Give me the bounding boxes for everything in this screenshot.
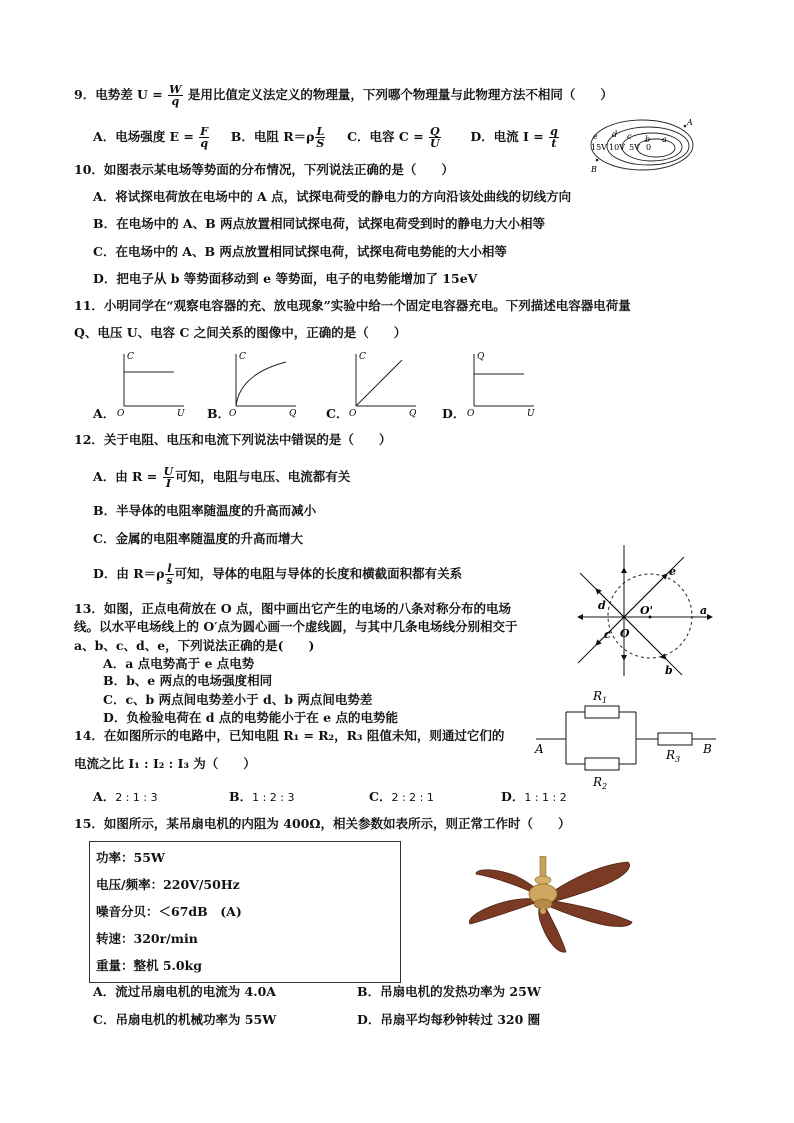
graphD-origin: O (467, 409, 475, 418)
q10-optA: A．将试探电荷放在电场中的 A 点，试探电荷受的静电力的方向沿该处曲线的切线方向 (93, 189, 572, 204)
q12-optB: B．半导体的电阻率随温度的升高而减小 (93, 503, 317, 518)
q9-optA-num: F (200, 125, 209, 138)
q15-stem: 15．如图所示，某吊扇电机的内阻为 400Ω，相关参数如表所示，则正常工作时（ ） (74, 816, 571, 831)
equi-volt-0: 0 (646, 143, 652, 152)
equi-label-a: a (662, 135, 667, 144)
graphC-ylabel: C (359, 352, 366, 362)
q13-optA: A．a 点电势高于 e 点电势 (103, 656, 255, 671)
graphA-ylabel: C (127, 352, 134, 362)
q9-optD-frac (549, 126, 559, 149)
q11-graphC-option: C． (326, 406, 349, 421)
q15-optD: D．吊扇平均每秒钟转过 320 圈 (357, 1012, 541, 1027)
q11-stem-line1: 11．小明同学在“观察电容器的充、放电现象”实验中给一个固定电容器充电。下列描述电容器电荷量 (74, 298, 631, 313)
q11-graphD-option: D． (442, 406, 466, 421)
spec-power: 功率：55W (96, 850, 165, 865)
q11-graphA-option: A． (93, 406, 116, 421)
equi-point-B: B (591, 165, 597, 174)
q12-optA-prefix: A．由 R = (93, 469, 158, 484)
spec-voltage-frequency: 电压/频率：220V/50Hz (96, 877, 240, 892)
q13-optC: C．c、b 两点间电势差小于 d、b 两点间电势差 (103, 692, 373, 707)
q9-stem-suffix: 是用比值定义法定义的物理量，下列哪个物理量与此物理方法不相同（ ） (187, 87, 613, 102)
q14-optA (93, 789, 158, 806)
q12-optA-frac (163, 466, 175, 489)
q14-stem-line2: 电流之比 I₁ : I₂ : I₃ 为（ ） (74, 756, 256, 771)
graphC-origin: O (349, 409, 357, 418)
field-label-a: a (700, 604, 708, 617)
field-label-O: O (620, 627, 630, 640)
circuit-figure (532, 686, 720, 790)
spec-noise: 噪音分贝：＜67dB (A) (96, 904, 242, 919)
q10-optD: D．把电子从 b 等势面移动到 e 等势面，电子的电势能增加了 15eV (93, 271, 478, 286)
q11-graph-d (464, 348, 544, 418)
graphB-xlabel: Q (289, 409, 297, 418)
equi-label-d: d (612, 130, 618, 139)
q14-optB-label: B． (229, 789, 253, 804)
graphB-ylabel: C (239, 352, 246, 362)
q11-stem-line2: Q、电压 U、电容 C 之间关系的图像中，正确的是（ ） (74, 325, 407, 340)
equi-label-c: c (627, 132, 632, 141)
q9-stem (74, 84, 613, 107)
q9-optC-num: Q (430, 125, 440, 138)
q14-optA-label: A． (93, 789, 116, 804)
q9-optD-num: q (550, 125, 558, 138)
q12-optA-den: I (165, 477, 171, 490)
q11-graph-b (226, 348, 306, 418)
equi-volt-15: 15V (591, 143, 607, 152)
q9-optC: C．电容 C = (347, 129, 424, 144)
q13-stem-line1: 13．如图，正点电荷放在 O 点，图中画出它产生的电场的八条对称分布的电场 (74, 601, 511, 616)
field-label-d: d (598, 599, 606, 612)
electric-field-figure (572, 542, 718, 680)
circuit-R1-label: $R_1$ (593, 689, 608, 705)
q9-frac-den: q (171, 95, 180, 108)
resistor-R1 (585, 706, 619, 718)
q12-stem: 12．关于电阻、电压和电流下列说法中错误的是（ ） (74, 432, 392, 447)
q12-optD-den: s (166, 574, 173, 587)
q14-optC (369, 789, 434, 806)
q14-optD (501, 789, 567, 806)
q15-optA: A．流过吊扇电机的电流为 4.0A (93, 984, 276, 999)
q11-graph-a (114, 348, 194, 418)
field-label-c: c (604, 628, 611, 641)
q14-optD-label: D． (501, 789, 525, 804)
q9-optC-frac (429, 126, 441, 149)
q13-optD: D．负检验电荷在 d 点的电势能小于在 e 点的电势能 (103, 710, 398, 725)
equi-label-e: e (593, 132, 598, 141)
q9-frac-num: W (169, 83, 182, 96)
q9-stem-prefix: 9．电势差 U = (74, 87, 163, 102)
q9-optA-frac (199, 126, 209, 149)
q9-optA: A．电场强度 E = (93, 129, 194, 144)
q9-optB-den: S (316, 137, 325, 150)
q14-stem-line1: 14．在如图所示的电路中，已知电阻 R₁ = R₂，R₃ 阻值未知，则通过它们的 (74, 728, 505, 743)
q14-optC-value: 2 : 2 : 1 (391, 791, 434, 804)
q9-optC-den: U (430, 137, 440, 150)
ceiling-fan-image (462, 856, 642, 954)
graphB-origin: O (229, 409, 237, 418)
equi-volt-5: 5V (629, 143, 640, 152)
graphC-xlabel: Q (409, 409, 417, 418)
q12-optD (93, 563, 462, 586)
circuit-R3-label: $R_3$ (666, 748, 681, 764)
resistor-R2 (585, 758, 619, 770)
q12-optC: C．金属的电阻率随温度的升高而增大 (93, 531, 303, 546)
q11-graph-c (346, 348, 426, 418)
graphA-origin: O (117, 409, 125, 418)
q9-optB: B．电阻 R＝ρ (230, 129, 315, 144)
fan-spec-table (89, 841, 401, 983)
graphA-xlabel: U (177, 409, 185, 418)
q10-optB: B．在电场中的 A、B 两点放置相同试探电荷，试探电荷受到时的静电力大小相等 (93, 216, 546, 231)
q9-optB-frac (315, 126, 325, 149)
equipotential-figure (588, 116, 696, 176)
resistor-R3 (658, 733, 692, 745)
q13-stem-line2: 线。以水平电场线上的 O′点为圆心画一个虚线圆，与其中几条电场线分别相交于 (74, 619, 518, 634)
equi-point-A: A (687, 118, 693, 127)
q9-options (93, 126, 560, 149)
q12-optD-suffix: 可知，导体的电阻与导体的长度和横截面积都有关系 (174, 566, 463, 581)
q10-optC: C．在电场中的 A、B 两点放置相同试探电荷，试探电荷电势能的大小相等 (93, 244, 507, 259)
q13-stem-line3: a、b、c、d、e，下列说法正确的是( ) (74, 638, 315, 653)
q14-optB-value: 1 : 2 : 3 (252, 791, 295, 804)
field-label-e: e (669, 565, 676, 578)
q14-optA-value: 2 : 1 : 3 (115, 791, 158, 804)
q12-optA-num: U (163, 465, 174, 478)
q12-optD-num: l (165, 563, 173, 575)
spec-weight: 重量：整机 5.0kg (96, 958, 202, 973)
equi-volt-10: 10V (609, 143, 625, 152)
q10-stem: 10．如图表示某电场等势面的分布情况，下列说法正确的是（ ） (74, 162, 454, 177)
q9-stem-fraction (168, 84, 182, 107)
circuit-terminal-A: A (535, 742, 544, 756)
q12-optA (93, 466, 350, 489)
graphD-ylabel: Q (477, 352, 485, 362)
q9-optD-den: t (551, 137, 557, 150)
q9-optD: D．电流 I = (470, 129, 544, 144)
q15-optB: B．吊扇电机的发热功率为 25W (357, 984, 541, 999)
equi-label-b: b (645, 135, 651, 144)
spec-speed: 转速：320r/min (96, 931, 198, 946)
q15-optC: C．吊扇电机的机械功率为 55W (93, 1012, 277, 1027)
circuit-R2-label: $R_2$ (593, 775, 608, 790)
q14-optB (229, 789, 294, 806)
q12-optD-prefix: D．由 R＝ρ (93, 566, 165, 581)
q9-optA-den: q (200, 137, 209, 150)
graphD-xlabel: U (527, 409, 535, 418)
q12-optA-suffix: 可知，电阻与电压、电流都有关 (175, 469, 351, 484)
q9-optB-num: L (316, 125, 325, 138)
q12-optD-frac (165, 563, 173, 586)
q14-optD-value: 1 : 1 : 2 (524, 791, 567, 804)
q14-optC-label: C． (369, 789, 392, 804)
field-label-b: b (665, 664, 673, 677)
q11-graphB-option: B． (207, 406, 231, 421)
field-label-O-prime: O' (640, 604, 653, 617)
circuit-terminal-B: B (703, 742, 712, 756)
q13-optB: B．b、e 两点的电场强度相同 (103, 673, 273, 688)
